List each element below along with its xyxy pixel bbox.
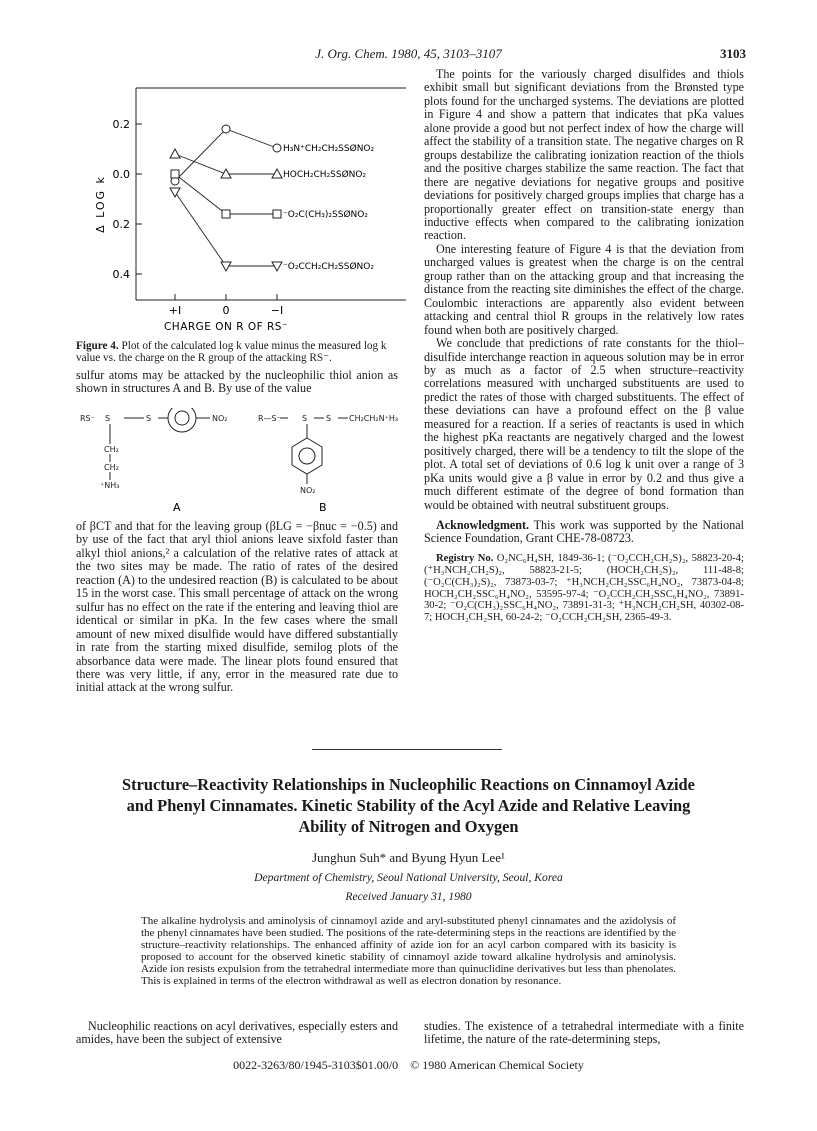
svg-text:NO₂: NO₂ xyxy=(212,414,228,423)
y-tick-label: 0.2 xyxy=(112,118,130,131)
svg-text:S: S xyxy=(105,414,111,423)
registry-label: Registry No. xyxy=(436,552,494,564)
acknowledgment-label: Acknowledgment. xyxy=(436,517,530,532)
svg-text:CH₂: CH₂ xyxy=(104,463,119,472)
figure-4-plot xyxy=(76,66,406,338)
page-footer xyxy=(0,1058,817,1073)
data-point-hydroxy-plus xyxy=(170,149,180,158)
svg-text:S: S xyxy=(326,414,332,423)
right-paragraph-2: One interesting feature of Figure 4 is that the deviation from uncharged values is greatest when the charge is on the central group rather than on the attacking group and that increasing the distance from the reacting site diminishes the effect of the charge. Coulombic interactions are apparently also evident between attacking and central thiol R groups in the relatively low rates found when both are positively charged. xyxy=(424,241,744,337)
article-received: Received January 31, 1980 xyxy=(345,890,472,903)
acknowledgment xyxy=(424,519,744,546)
article-abstract: The alkaline hydrolysis and aminolysis of cinnamoyl azide and aryl-substituted phenyl cinnamates and the azidolysis of the phenyl cinnamates have been studied. The positions of the rate-determining steps in the reactions are identified by the structure–reactivity relationships. The enhanced affinity of azide ion for an acyl carbon compared with its basicity is proposed to account for the observed kinetic stability of cinnamoyl azide toward alkaline hydrolysis and aminolysis. Azide ion resists expulsion from the tetrahedral intermediate more than quinuclidine derivatives but less than phenolates. This is explained in terms of the electron withdrawal as well as electron donation by resonance. xyxy=(141,915,676,988)
data-point-dimethyl-zero xyxy=(222,210,230,218)
data-point-amine-zero xyxy=(222,125,230,133)
data-point-carboxy-zero xyxy=(221,262,231,271)
svg-text:NO₂: NO₂ xyxy=(300,486,316,495)
series-label: ⁻O₂CCH₂CH₂SSØNO₂ xyxy=(283,262,374,272)
footer-code: 0022-3263/80/1945-3103$01.00/0 xyxy=(233,1058,399,1072)
footer-copyright: © 1980 American Chemical Society xyxy=(410,1058,584,1072)
article-affiliation: Department of Chemistry, Seoul National University, Seoul, Korea xyxy=(254,871,563,884)
x-tick-label: 0 xyxy=(222,304,230,317)
article-title: Structure–Reactivity Relationships in Nucleophilic Reactions on Cinnamoyl Azide and Phenyl Cinnamates. Kinetic Stability of the Acyl Azide and Relative Leaving Ability of Nitrogen and Oxygen xyxy=(122,775,695,836)
y-tick-label: 0.4 xyxy=(112,268,130,281)
data-point-amine-minus xyxy=(273,144,281,152)
registry-text: O₂NC₆H₄SH, 1849-36-1; (⁻O₂CCH₂CH₂S)₂, 58823-20-4; (⁺H₃NCH₂CH₂S)₂, 58823-21-5; (HOCH₂CH₂S)₂, 111-48-8; (⁻O₂C(CH₃)₂S)₂, 73873-03-7; ⁺H₃NCH₂CH₂SSC₆H₄NO₂, 73873-04-8; HOCH₂CH₂SSC₆H₄NO₂, 53595-97-4; ⁻O₂CCH₂CH₂SSC₆H₄NO₂, 73891-30-2; ⁻O₂C(CH₃)₂SSC₆H₄NO₂, 73891-31-3; ⁺H₃NCH₂CH₂SH, 40302-08-7; HOCH₂CH₂SH, 60-24-2; ⁻O₂CCH₂CH₂SH, 2365-49-3. xyxy=(424,552,744,624)
y-tick-label: 0.2 xyxy=(112,218,130,231)
svg-text:R—S⁻: R—S⁻ xyxy=(258,414,281,423)
registry-numbers xyxy=(424,553,744,624)
caption-label: Figure 4. xyxy=(76,340,119,352)
left-paragraph-2: of βCT and that for the leaving group (βLG = −βnuc = −0.5) and by use of the fact that aryl thiol anions leave sixfold faster than alkyl thiol anions,² a calculation of the relative rates of attack at the two sites may be made. The ratio of rates of the desired reaction (A) to the undesired reaction (B) is calculated to be about 15 in the worst case. This small percentage of attack on the wrong sulfur has no effect on the rate if the entering and leaving thiol are identical or similar in pKa. In the few cases where the small amount of new mixed disulfide would have differed substantially in rate from the starting mixed disulfide, semilog plots of the absorbance data were made. The linear plots found ensured that there was very little, if any, error in the measured rate due to initial attack at the wrong sulfur. xyxy=(76,519,398,695)
y-axis-label: Δ LOG k xyxy=(94,175,107,233)
svg-text:S: S xyxy=(302,414,308,423)
data-point-carboxy-minus xyxy=(272,262,282,271)
x-tick-label: +I xyxy=(168,304,182,317)
data-point-hydroxy-zero xyxy=(221,169,231,178)
data-point-dimethyl-minus xyxy=(273,210,281,218)
left-paragraph-1: sulfur atoms may be attacked by the nucleophilic thiol anion as shown in structures A and B. By use of the value xyxy=(76,368,398,396)
data-point-dimethyl-plus xyxy=(171,170,179,178)
series-label: ⁻O₂C(CH₃)₂SSØNO₂ xyxy=(283,210,368,220)
svg-text:CH₂CH₂N⁺H₃: CH₂CH₂N⁺H₃ xyxy=(349,414,399,423)
page-number: 3103 xyxy=(720,46,746,61)
svg-text:CH₂: CH₂ xyxy=(104,445,119,454)
svg-text:⁺NH₃: ⁺NH₃ xyxy=(100,481,120,490)
right-paragraph-3: We conclude that predictions of rate constants for the thiol–disulfide interchange reaction in aqueous solution may be in error by as much as a factor of 2.5 when structure–reactivity correlations measured with uncharged substituents are used to predict the rates of those with charged substituents. The effect of these deviations can have a profound effect on the β value measured for a reaction. If a series of reactants is used in which the highest pKa reactants are negatively charged and the lowest positively charged, there will be a tendency to tilt the slope of the plot. A total set of deviations of 0.6 log k unit over a range of 3 pKa units would give a β value in error by 0.2 and thus give a much different estimate of the degree of bond formation than would be obtained with neutral substituent groups. xyxy=(424,336,744,512)
svg-text:S: S xyxy=(146,414,152,423)
x-axis-label: CHARGE ON R OF RS⁻ xyxy=(163,321,289,333)
y-tick-label: 0.0 xyxy=(112,168,130,181)
figure-4-caption xyxy=(76,340,398,365)
right-paragraph-1: The points for the variously charged disulfides and thiols exhibit small but significant deviations from the Brønsted type plots found for the uncharged systems. The deviations are plotted in Figure 4 and show a pattern that indicates that pKa values alone provide a good but not perfect index of how the charge will affect the stability of a transition state. The negative charges on R groups destabilize the calibrating ionization reaction of the thiols and the positive charges stabilize the same reaction. The fact that there are negative deviations for negative groups and positive deviations for positively charged groups implies that charge has a proportionally greater effect on transition-state energy than inductive effects when compared to the calibrating ionization reaction. xyxy=(424,67,744,243)
series-label: H₃N⁺CH₂CH₂SSØNO₂ xyxy=(283,144,375,154)
data-point-carboxy-plus xyxy=(170,188,180,197)
article-authors: Junghun Suh* and Byung Hyun Lee¹ xyxy=(312,850,505,865)
data-point-hydroxy-minus xyxy=(272,169,282,178)
right-column xyxy=(424,68,744,624)
structure-b-label: B xyxy=(319,501,327,514)
structure-a-label: A xyxy=(173,501,181,514)
structures-a-b xyxy=(76,408,406,516)
acknowledgment-text: This work was supported by the National Science Foundation, Grant CHE-78-08723. xyxy=(424,517,744,546)
svg-text:RS⁻: RS⁻ xyxy=(80,414,95,423)
series-label: HOCH₂CH₂SSØNO₂ xyxy=(283,170,367,180)
article-body-right: studies. The existence of a tetrahedral intermediate with a finite lifetime, the nature of the rate-determining steps, xyxy=(424,1019,744,1047)
x-tick-label: −I xyxy=(270,304,284,317)
caption-text: Plot of the calculated log k value minus the measured log k value vs. the charge on the R group of the attacking RS⁻. xyxy=(76,340,387,365)
article-body-left: Nucleophilic reactions on acyl derivatives, especially esters and amides, have been the subject of extensive xyxy=(76,1019,398,1047)
article-divider xyxy=(312,749,502,750)
journal-header: J. Org. Chem. 1980, 45, 3103–3107 xyxy=(315,46,502,61)
